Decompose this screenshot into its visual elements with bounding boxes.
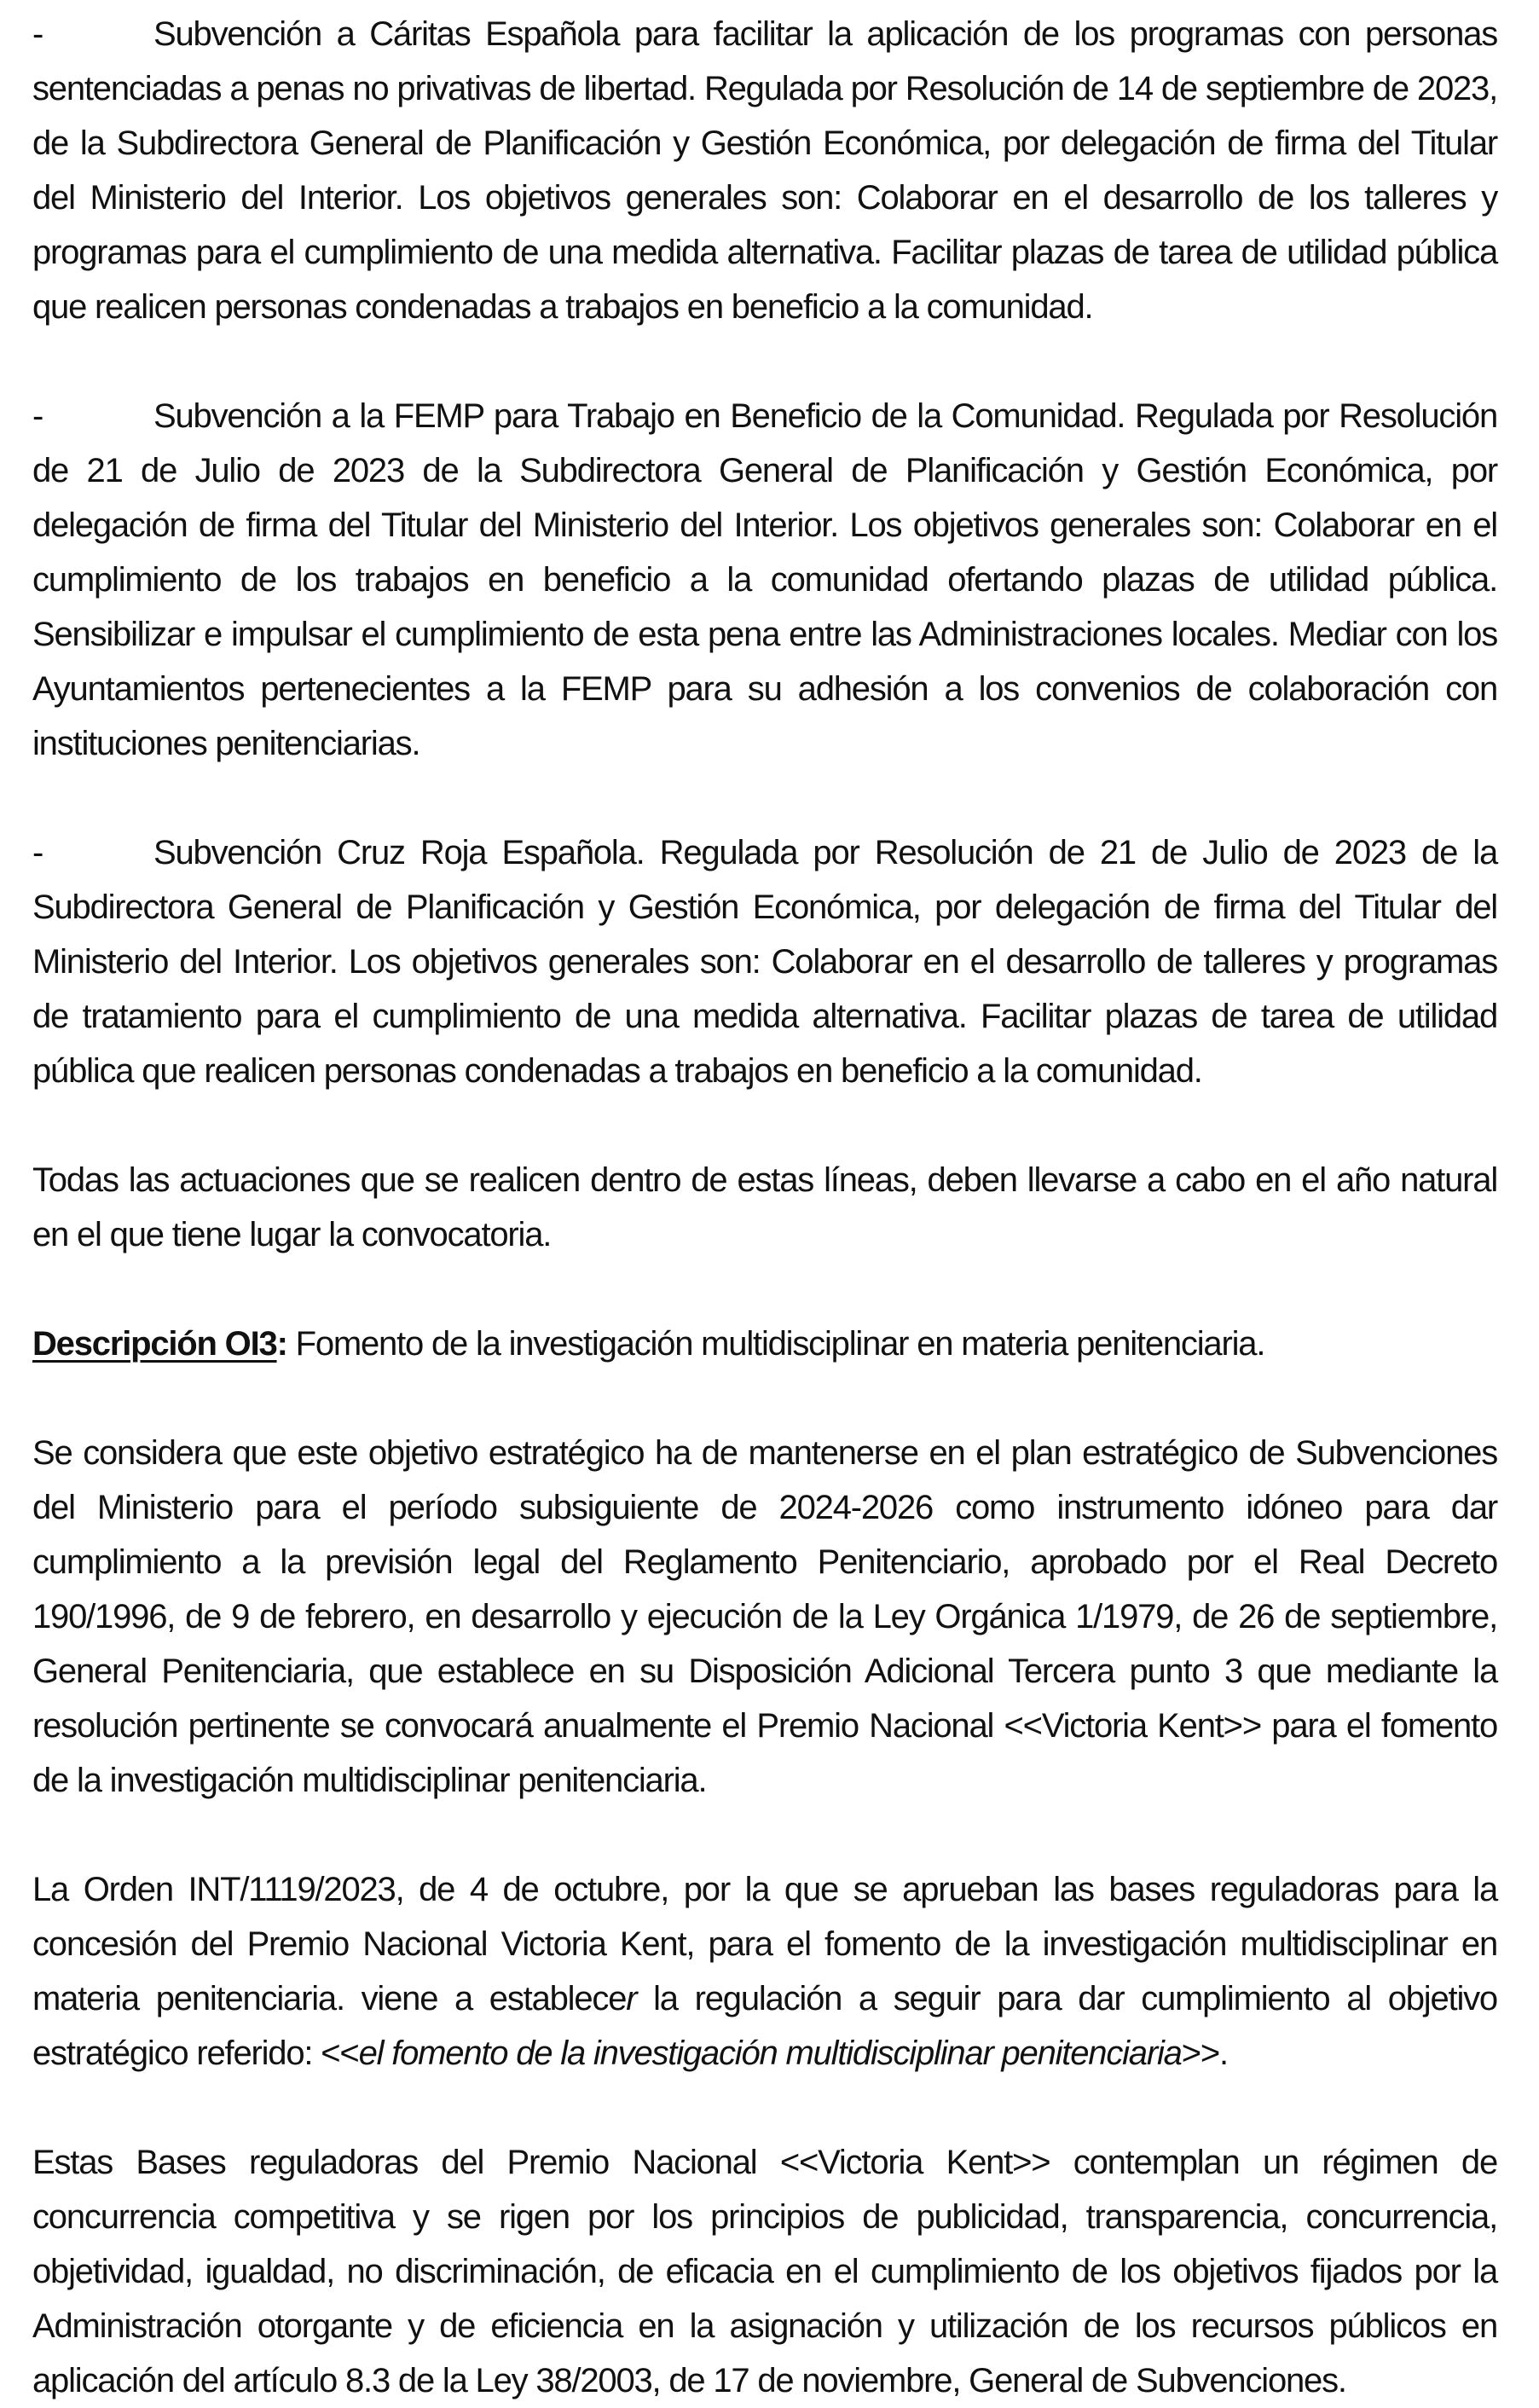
orden-text-3: >>. — [1181, 2035, 1228, 2072]
subsidy-caritas — [32, 7, 1497, 334]
bullet-dash: - — [32, 15, 43, 53]
orden-text-italic-2: el fomento de la investigación multidisciplinar penitenciaria — [358, 2035, 1182, 2072]
paragraph-bases: Estas Bases reguladoras del Premio Nacional <<Victoria Kent>> contemplan un régimen de concurrencia competitiva y se rigen por los principios de publicidad, transparencia, concurrencia, objetividad, igualdad, no discriminación, de eficacia en el cumplimiento de los objetivos fijados por la Administración otorgante y de eficiencia en la asignación y utilización de los recursos públicos en aplicación del artículo 8.3 de la Ley 38/2003, de 17 de noviembre, General de Subvenciones. — [32, 2144, 1497, 2399]
document-page — [32, 7, 1497, 2408]
subsidy-cruz-roja — [32, 825, 1497, 1098]
paragraph-strategic-objective: Se considera que este objetivo estratégico ha de mantenerse en el plan estratégico de Subvenciones del Ministerio para el período subsiguiente de 2024-2026 como instrumento idóneo para dar cumplimiento a la previsión legal del Reglamento Penitenciario, aprobado por el Real Decreto 190/1996, de 9 de febrero, en desarrollo y ejecución de la Ley Orgánica 1/1979, de 26 de septiembre, General Penitenciaria, que establece en su Disposición Adicional Tercera punto 3 que mediante la resolución pertinente se convocará anualmente el Premio Nacional <<Victoria Kent>> para el fomento de la investigación multidisciplinar penitenciaria. — [32, 1434, 1497, 1799]
oi3-description-text: Fomento de la investigación multidisciplinar en materia penitenciaria. — [286, 1325, 1265, 1363]
oi3-heading-colon: : — [276, 1325, 287, 1363]
orden-text-1: La Orden INT/1119/2023, de 4 de octubre, por la que se aprueban las bases reguladoras para la concesión del Premio Nacional Victoria Kent, para el fomento de la investigación multidisciplinar en materia penitenciaria. viene a establece — [32, 1871, 1497, 2017]
closing-note: Todas las actuaciones que se realicen dentro de estas líneas, deben llevarse a cabo en el año natural en el que tiene lugar la convocatoria. — [32, 1161, 1497, 1253]
orden-text-2: la regulación a seguir para dar cumplimiento al objetivo estratégico referido: << — [32, 1980, 1497, 2072]
bullet-dash: - — [32, 397, 43, 435]
orden-text-italic-1: r — [626, 1980, 637, 2017]
subsidy-femp-text: Subvención a la FEMP para Trabajo en Beneficio de la Comunidad. Regulada por Resolución de 21 de Julio de 2023 de la Subdirectora General de Planificación y Gestión Económica, por delegación de firma del Titular del Ministerio del Interior. Los objetivos generales son: Colaborar en el cumplimiento de los trabajos en beneficio a la comunidad ofertando plazas de utilidad pública. Sensibilizar e impulsar el cumplimiento de esta pena entre las Administraciones locales. Mediar con los Ayuntamientos pertenecientes a la FEMP para su adhesión a los convenios de colaboración con instituciones penitenciarias. — [32, 397, 1497, 762]
subsidy-cruz-roja-text: Subvención Cruz Roja Española. Regulada por Resolución de 21 de Julio de 2023 de la Subdirectora General de Planificación y Gestión Económica, por delegación de firma del Titular del Ministerio del Interior. Los objetivos generales son: Colaborar en el desarrollo de talleres y programas de tratamiento para el cumplimiento de una medida alternativa. Facilitar plazas de tarea de utilidad pública que realicen personas condenadas a trabajos en beneficio a la comunidad. — [32, 834, 1497, 1090]
subsidy-femp — [32, 389, 1497, 771]
oi3-heading-label: Descripción OI3 — [32, 1325, 277, 1363]
bullet-dash: - — [32, 834, 43, 871]
paragraph-orden — [32, 1862, 1497, 2081]
subsidy-caritas-text: Subvención a Cáritas Española para facilitar la aplicación de los programas con personas sentenciadas a penas no privativas de libertad. Regulada por Resolución de 14 de septiembre de 2023, de la Subdirectora General de Planificación y Gestión Económica, por delegación de firma del Titular del Ministerio del Interior. Los objetivos generales son: Colaborar en el desarrollo de los talleres y programas para el cumplimiento de una medida alternativa. Facilitar plazas de tarea de utilidad pública que realicen personas condenadas a trabajos en beneficio a la comunidad. — [32, 15, 1497, 326]
oi3-description — [32, 1317, 1497, 1371]
